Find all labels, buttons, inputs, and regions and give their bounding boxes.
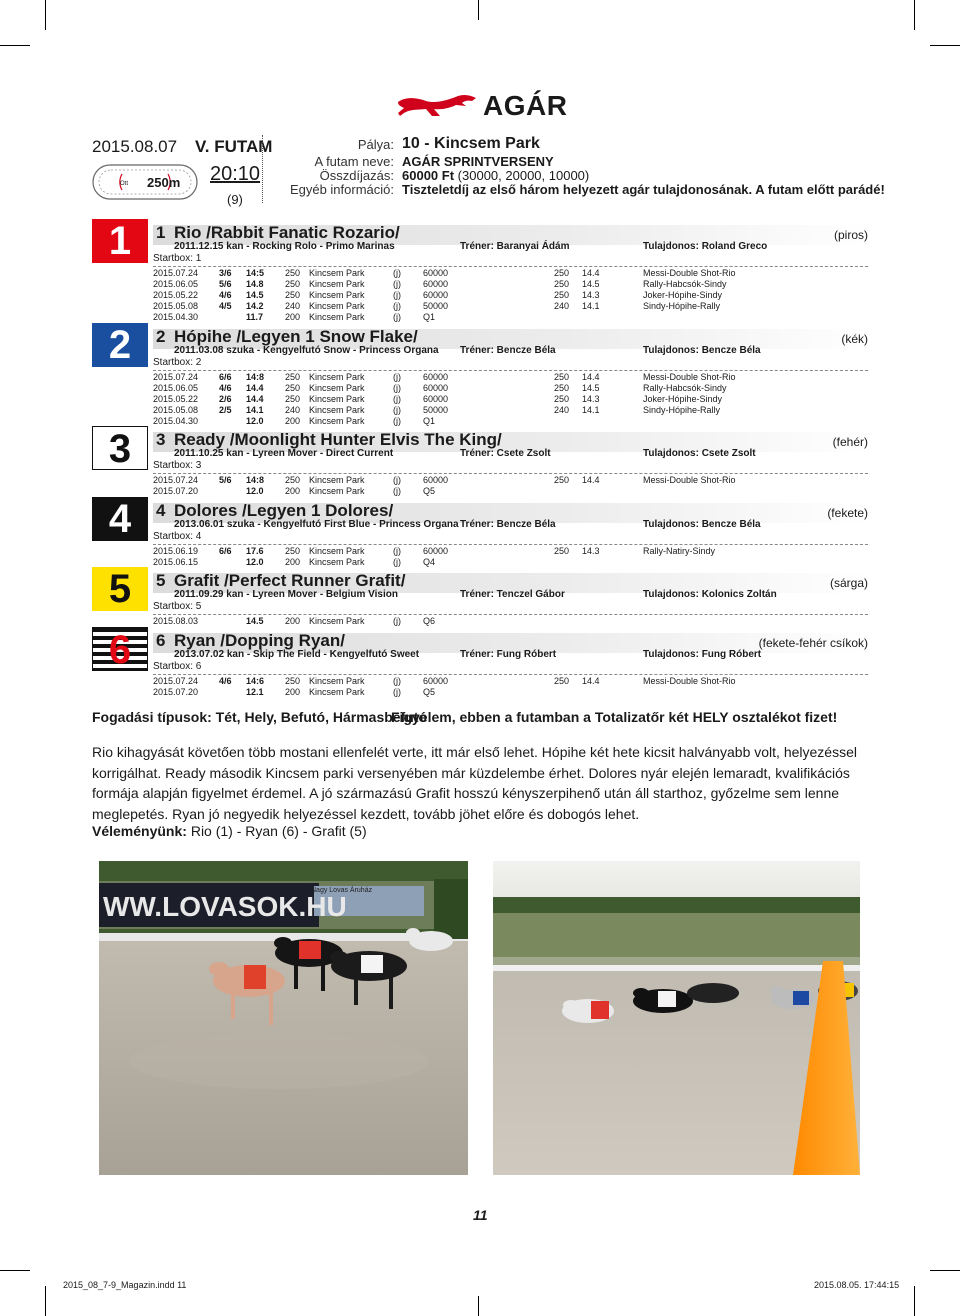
row-prize: Q1 — [423, 416, 436, 426]
runner-owner: Tulajdonos: Kolonics Zoltán — [643, 589, 777, 600]
runner-name: Grafit /Perfect Runner Grafit/ — [174, 571, 406, 590]
form-row — [153, 312, 868, 323]
race-name: AGÁR SPRINTVERSENY — [402, 154, 554, 169]
row-race-note: Joker-Hópihe-Sindy — [643, 290, 723, 300]
row-date: 2015.06.15 — [153, 557, 199, 567]
runner-owner: Tulajdonos: Bencze Béla — [643, 519, 761, 530]
row-track: Kincsem Park — [309, 687, 365, 697]
row-distance: 250 — [285, 268, 301, 278]
runner-owner: Tulajdonos: Csete Zsolt — [643, 448, 756, 459]
row-tag: (j) — [393, 290, 401, 300]
row-tag: (j) — [393, 616, 401, 626]
row-date: 2015.05.08 — [153, 405, 199, 415]
row-date: 2015.05.22 — [153, 394, 199, 404]
row-track: Kincsem Park — [309, 312, 365, 322]
banner-text: WW.LOVASOK.HU — [103, 891, 347, 922]
row-time: 14:6 — [246, 676, 265, 686]
row-distance: 240 — [285, 301, 301, 311]
row-race-note: Rally-Habcsók-Sindy — [643, 383, 727, 393]
row-distance-2: 250 — [554, 372, 570, 382]
info-label-other: Egyéb információ: — [289, 182, 394, 197]
runner-startbox: Startbox: 5 — [153, 601, 202, 612]
form-row — [153, 546, 868, 557]
row-track: Kincsem Park — [309, 372, 365, 382]
runner-pedigree: 2013.06.01 szuka - Kengyelfutó First Blue - Princess Organa — [174, 519, 459, 530]
row-distance-2: 250 — [554, 383, 570, 393]
row-time: 17.6 — [246, 546, 264, 556]
row-prize: 60000 — [423, 546, 449, 556]
opinion-label: Véleményünk: — [92, 823, 187, 839]
row-tag: (j) — [393, 301, 401, 311]
row-race-note: Messi-Double Shot-Rio — [643, 676, 736, 686]
row-distance: 250 — [285, 383, 301, 393]
row-date: 2015.06.05 — [153, 279, 199, 289]
row-distance-2: 250 — [554, 475, 570, 485]
form-row — [153, 383, 868, 394]
row-place: 6/6 — [219, 546, 232, 556]
track-oval-icon — [92, 164, 198, 200]
row-time: 12.0 — [246, 416, 264, 426]
crop-mark — [45, 1286, 46, 1316]
row-place: 3/6 — [219, 268, 232, 278]
runner-number-box: 5 — [92, 567, 148, 611]
brand-title: AGÁR — [483, 90, 568, 121]
runner-number: 3 — [156, 430, 166, 449]
other-info: Tiszteletdíj az első három helyezett agár tulajdonosának. A futam előtt parádé! — [402, 182, 885, 197]
row-time: 14:8 — [246, 475, 265, 485]
row-track: Kincsem Park — [309, 268, 365, 278]
row-place: 4/6 — [219, 383, 232, 393]
form-divider — [153, 544, 868, 545]
row-distance-2: 250 — [554, 394, 570, 404]
row-prize: 60000 — [423, 383, 449, 393]
row-time: 11.7 — [246, 312, 264, 322]
row-race-note: Rally-Habcsók-Sindy — [643, 279, 727, 289]
runner-pedigree: 2011.12.15 kan - Rocking Rolo - Primo Marinas — [174, 241, 395, 252]
info-label-prize: Összdíjazás: — [319, 168, 394, 183]
row-date: 2015.06.05 — [153, 383, 199, 393]
crop-mark — [914, 1286, 915, 1316]
crop-mark — [0, 1270, 30, 1271]
row-tag: (j) — [393, 676, 401, 686]
row-place: 6/6 — [219, 372, 232, 382]
form-row — [153, 486, 868, 497]
row-time: 14.1 — [246, 405, 264, 415]
row-tag: (j) — [393, 268, 401, 278]
betting-types: Fogadási típusok: Tét, Hely, Befutó, Hármasbefutó — [92, 709, 428, 725]
row-time-2: 14.5 — [582, 279, 600, 289]
runner-trainer: Tréner: Tenczel Gábor — [460, 589, 565, 600]
crop-mark — [914, 0, 915, 30]
form-divider — [153, 370, 868, 371]
track-name: 10 - Kincsem Park — [402, 135, 540, 152]
crop-mark — [0, 45, 30, 46]
row-track: Kincsem Park — [309, 383, 365, 393]
form-divider — [153, 473, 868, 474]
row-prize: Q6 — [423, 616, 436, 626]
row-distance: 200 — [285, 416, 301, 426]
runner-color: (sárga) — [829, 576, 868, 590]
analysis-paragraph: Rio kihagyását követően több mostani ellenfelét verte, itt már első lehet. Hópihe két hete kicsit halványabb volt, helyezéssel korrigálhat. Ready második Kincsem parki versenyében már küzdelembe érhet. Dolores nyár elején lemaradt, kvalifikációs formája alapján figyelmet érdemel. A jó származású Grafit hosszú kényszerpihenő után áll starthoz, győzelme sem lenne meglepetés. Ryan jó negyedik helyezéssel kezdett, tovább jöhet előre és dobogós lehet. — [92, 744, 857, 822]
row-date: 2015.04.30 — [153, 312, 199, 322]
row-place: 4/6 — [219, 676, 232, 686]
form-row — [153, 475, 868, 486]
row-track: Kincsem Park — [309, 416, 365, 426]
runner-name: Ready /Moonlight Hunter Elvis The King/ — [174, 430, 502, 449]
row-date: 2015.06.19 — [153, 546, 199, 556]
row-distance-2: 240 — [554, 405, 570, 415]
runner-number-box: 2 — [92, 323, 148, 367]
row-time: 14.5 — [246, 616, 264, 626]
row-time-2: 14.4 — [582, 268, 600, 278]
row-tag: (j) — [393, 312, 401, 322]
form-row — [153, 268, 868, 279]
footer-filename: 2015_08_7-9_Magazin.indd 11 — [63, 1280, 187, 1290]
form-row — [153, 279, 868, 290]
row-place: 4/5 — [219, 301, 232, 311]
row-distance: 200 — [285, 486, 301, 496]
row-time: 14:5 — [246, 268, 265, 278]
row-time: 12.0 — [246, 557, 264, 567]
form-divider — [153, 614, 868, 615]
row-distance: 250 — [285, 372, 301, 382]
row-time-2: 14.1 — [582, 301, 600, 311]
runner-pedigree: 2013.07.02 kan - Skip The Field - Kengyelfutó Sweet — [174, 649, 420, 660]
runner-trainer: Tréner: Fung Róbert — [460, 649, 557, 660]
crop-mark — [930, 1270, 960, 1271]
runner-color: (fekete) — [827, 506, 868, 520]
totalizator-warning: Figyelem, ebben a futamban a Totalizatőr két HELY osztalékot fizet! — [391, 709, 838, 725]
row-time: 12.0 — [246, 486, 264, 496]
row-date: 2015.05.08 — [153, 301, 199, 311]
prize-split: (30000, 20000, 10000) — [457, 168, 590, 183]
row-distance: 250 — [285, 290, 301, 300]
row-time-2: 14.4 — [582, 372, 600, 382]
row-place: 5/6 — [219, 475, 232, 485]
row-distance-2: 250 — [554, 279, 570, 289]
runner-startbox: Startbox: 3 — [153, 460, 202, 471]
row-tag: (j) — [393, 416, 401, 426]
race-distance: 250m — [147, 175, 181, 190]
row-race-note: Messi-Double Shot-Rio — [643, 475, 736, 485]
runner-pedigree: 2011.03.08 szuka - Kengyelfutó Snow - Princess Organa — [174, 345, 439, 356]
row-tag: (j) — [393, 405, 401, 415]
runner-startbox: Startbox: 4 — [153, 531, 202, 542]
row-date: 2015.08.03 — [153, 616, 199, 626]
row-tag: (j) — [393, 687, 401, 697]
row-tag: (j) — [393, 557, 401, 567]
row-prize: Q1 — [423, 312, 436, 322]
row-race-note: Sindy-Hópihe-Rally — [643, 301, 721, 311]
runner-number: 5 — [156, 571, 166, 590]
row-time-2: 14.4 — [582, 676, 600, 686]
row-race-note: Messi-Double Shot-Rio — [643, 268, 736, 278]
info-label-track: Pálya: — [357, 137, 394, 152]
info-label-race-name: A futam neve: — [314, 154, 394, 169]
row-distance: 240 — [285, 405, 301, 415]
row-distance: 250 — [285, 475, 301, 485]
form-row — [153, 416, 868, 427]
row-prize: 60000 — [423, 676, 449, 686]
row-prize: Q4 — [423, 557, 436, 567]
crop-mark — [930, 45, 960, 46]
row-prize: 50000 — [423, 301, 449, 311]
form-divider — [153, 674, 868, 675]
runner-color: (kék) — [841, 332, 868, 346]
row-time-2: 14.4 — [582, 475, 600, 485]
row-race-note: Messi-Double Shot-Rio — [643, 372, 736, 382]
row-distance: 200 — [285, 557, 301, 567]
row-time: 14.4 — [246, 383, 264, 393]
form-row — [153, 405, 868, 416]
row-time: 14.8 — [246, 279, 264, 289]
runner-startbox: Startbox: 6 — [153, 661, 202, 672]
start-label: Ott — [120, 181, 129, 187]
row-distance: 200 — [285, 312, 301, 322]
race-photo-left — [99, 861, 468, 1175]
row-prize: 50000 — [423, 405, 449, 415]
row-time: 12.1 — [246, 687, 264, 697]
row-distance: 200 — [285, 616, 301, 626]
runner-pedigree: 2011.09.29 kan - Lyreen Mover - Belgium Vision — [174, 589, 398, 600]
row-date: 2015.05.22 — [153, 290, 199, 300]
row-date: 2015.07.20 — [153, 486, 199, 496]
row-track: Kincsem Park — [309, 546, 365, 556]
row-distance-2: 240 — [554, 301, 570, 311]
runner-number-box: 6 — [92, 627, 148, 671]
form-divider — [153, 266, 868, 267]
runner-owner: Tulajdonos: Bencze Béla — [643, 345, 761, 356]
row-prize: 60000 — [423, 394, 449, 404]
row-prize: 60000 — [423, 290, 449, 300]
row-place: 5/6 — [219, 279, 232, 289]
row-track: Kincsem Park — [309, 475, 365, 485]
row-prize: 60000 — [423, 268, 449, 278]
row-track: Kincsem Park — [309, 279, 365, 289]
row-distance-2: 250 — [554, 676, 570, 686]
opinion — [92, 823, 367, 839]
row-race-note: Joker-Hópihe-Sindy — [643, 394, 723, 404]
runner-trainer: Tréner: Baranyai Ádám — [460, 241, 570, 252]
greyhound-logo-icon — [396, 92, 480, 118]
runner-startbox: Startbox: 1 — [153, 253, 202, 264]
form-row — [153, 557, 868, 568]
row-prize: 60000 — [423, 372, 449, 382]
row-time-2: 14.3 — [582, 394, 600, 404]
runner-startbox: Startbox: 2 — [153, 357, 202, 368]
runner-number-box: 3 — [92, 426, 148, 470]
row-time-2: 14.3 — [582, 290, 600, 300]
runner-name: Dolores /Legyen 1 Dolores/ — [174, 501, 394, 520]
row-track: Kincsem Park — [309, 301, 365, 311]
row-distance: 250 — [285, 394, 301, 404]
row-date: 2015.04.30 — [153, 416, 199, 426]
row-place: 4/6 — [219, 290, 232, 300]
header-divider — [262, 135, 263, 203]
runner-name: Hópihe /Legyen 1 Snow Flake/ — [174, 327, 418, 346]
runner-trainer: Tréner: Bencze Béla — [460, 519, 556, 530]
footer-timestamp: 2015.08.05. 17:44:15 — [814, 1280, 900, 1290]
runner-number: 2 — [156, 327, 166, 346]
race-photo-right — [493, 861, 860, 1175]
row-distance: 250 — [285, 546, 301, 556]
row-prize: Q5 — [423, 687, 436, 697]
opinion-value: Rio (1) - Ryan (6) - Grafit (5) — [190, 823, 367, 839]
runner-name: Ryan /Dopping Ryan/ — [174, 631, 345, 650]
row-distance: 200 — [285, 687, 301, 697]
runner-number-box: 4 — [92, 497, 148, 541]
row-track: Kincsem Park — [309, 616, 365, 626]
runner-name: Rio /Rabbit Fanatic Rozario/ — [174, 223, 400, 242]
form-row — [153, 676, 868, 687]
row-race-note: Sindy-Hópihe-Rally — [643, 405, 721, 415]
runner-number: 4 — [156, 501, 166, 520]
runner-color: (piros) — [833, 228, 868, 242]
row-date: 2015.07.24 — [153, 676, 199, 686]
row-prize: 60000 — [423, 279, 449, 289]
row-tag: (j) — [393, 372, 401, 382]
row-place: 2/6 — [219, 394, 232, 404]
form-row — [153, 372, 868, 383]
row-time: 14.2 — [246, 301, 264, 311]
row-tag: (j) — [393, 279, 401, 289]
row-race-note: Rally-Natiry-Sindy — [643, 546, 716, 556]
row-tag: (j) — [393, 394, 401, 404]
runner-number-box: 1 — [92, 219, 148, 263]
crop-mark — [478, 0, 479, 20]
row-distance: 250 — [285, 676, 301, 686]
form-row — [153, 687, 868, 698]
crop-mark — [45, 0, 46, 30]
row-time: 14.5 — [246, 290, 264, 300]
runner-number: 6 — [156, 631, 166, 650]
form-row — [153, 616, 868, 627]
row-tag: (j) — [393, 546, 401, 556]
row-time: 14:8 — [246, 372, 265, 382]
row-track: Kincsem Park — [309, 290, 365, 300]
race-number: V. FUTAM — [195, 137, 273, 156]
row-track: Kincsem Park — [309, 394, 365, 404]
row-time-2: 14.5 — [582, 383, 600, 393]
row-date: 2015.07.24 — [153, 372, 199, 382]
row-time-2: 14.3 — [582, 546, 600, 556]
race-time: 20:10 — [210, 163, 261, 185]
row-distance-2: 250 — [554, 546, 570, 556]
row-time-2: 14.1 — [582, 405, 600, 415]
runner-count: (9) — [227, 192, 243, 207]
runner-pedigree: 2011.10.25 kan - Lyreen Mover - Direct Current — [174, 448, 394, 459]
row-time: 14.4 — [246, 394, 264, 404]
runner-trainer: Tréner: Bencze Béla — [460, 345, 556, 356]
form-row — [153, 301, 868, 312]
row-date: 2015.07.20 — [153, 687, 199, 697]
row-tag: (j) — [393, 486, 401, 496]
row-tag: (j) — [393, 475, 401, 485]
row-place: 2/5 — [219, 405, 232, 415]
form-row — [153, 290, 868, 301]
crop-mark — [478, 1296, 479, 1316]
row-track: Kincsem Park — [309, 486, 365, 496]
row-date: 2015.07.24 — [153, 475, 199, 485]
row-date: 2015.07.24 — [153, 268, 199, 278]
runner-color: (fehér) — [832, 435, 868, 449]
row-distance-2: 250 — [554, 268, 570, 278]
runner-owner: Tulajdonos: Roland Greco — [643, 241, 768, 252]
row-track: Kincsem Park — [309, 557, 365, 567]
race-date: 2015.08.07 — [92, 137, 178, 156]
page-number: 11 — [473, 1207, 488, 1223]
form-row — [153, 394, 868, 405]
prize-amount: 60000 Ft — [402, 168, 455, 183]
row-distance: 250 — [285, 279, 301, 289]
row-prize: 60000 — [423, 475, 449, 485]
prize-total — [402, 168, 589, 183]
row-prize: Q5 — [423, 486, 436, 496]
runner-number: 1 — [156, 223, 166, 242]
runner-trainer: Tréner: Csete Zsolt — [460, 448, 551, 459]
row-track: Kincsem Park — [309, 676, 365, 686]
row-tag: (j) — [393, 383, 401, 393]
runner-color: (fekete-fehér csíkok) — [758, 636, 868, 650]
row-track: Kincsem Park — [309, 405, 365, 415]
row-distance-2: 250 — [554, 290, 570, 300]
runner-owner: Tulajdonos: Fung Róbert — [643, 649, 762, 660]
banner-sign: Nagy Lovas Áruház — [311, 887, 373, 894]
